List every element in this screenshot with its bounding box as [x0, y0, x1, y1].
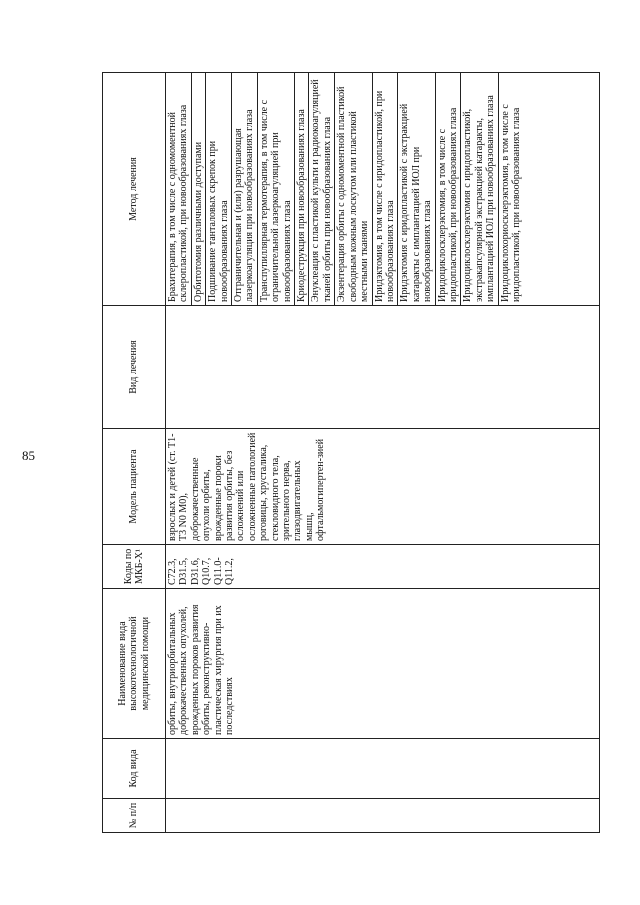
page-number: 85 [22, 448, 35, 463]
cell-icd [166, 545, 600, 589]
cell-num [166, 799, 600, 833]
method-item: Иридоциклосклерэктомия с иридопластикой, экстракапсулярной экстракцией катаракты, имплантацией ИОЛ при новообразованиях глаза [461, 73, 498, 305]
method-item: Криодеструкция при новообразованиях глаза [295, 73, 309, 305]
header-method: Метод лечения [103, 73, 166, 306]
method-item: Иридоциклохориосклерэктомия, в том числе с иридопластикой, при новообразованиях глаза [499, 104, 522, 302]
method-item: Экзентерация орбиты с одномоментной пластикой свободным кожным лоскутом или пластикой местными тканями [335, 73, 372, 305]
icd-code: Q10.7, [201, 557, 213, 585]
cell-model: взрослых и детей (ст. T1-T3 N0 M0), доброкачественные опухоли орбиты, врожденные пороки развития орбиты, без осложнений или осложненные патологией роговицы, хрусталика, стекловидного тела, зрительного нерва, глазодвигательных мышц, офтальмогипертен-зией [166, 429, 600, 545]
header-model: Модель пациента [103, 429, 166, 545]
vmp-table [102, 72, 600, 833]
cell-name: орбиты, внутриорбитальных доброкачественных опухолей, врожденных пороков развития орбиты, реконструктивно-пластическая хирургия при их последствиях [166, 589, 600, 739]
cell-treatment-type [166, 306, 600, 429]
icd-code: Q11.0- [212, 557, 224, 585]
method-item: Иридэктомия, в том числе с иридопластикой, при новообразованиях глаза [373, 73, 399, 305]
method-item: Иридоциклосклерэктомия, в том числе с иридопластикой, при новообразованиях глаза [436, 73, 462, 305]
table-row [166, 73, 600, 833]
header-num: № п/п [103, 799, 166, 833]
header-name: Наименование вида высокотехнологичной медицинской помощи [103, 589, 166, 739]
header-row [103, 73, 166, 833]
header-treatment-type: Вид лечения [103, 306, 166, 429]
method-item: Иридэктомия с иридопластикой с экстракцией катаракты с имплантацией ИОЛ при новообразованиях глаза [398, 73, 435, 305]
icd-code: Q11.2, [224, 558, 236, 585]
method-item: Энуклеация с пластикой культи и радиокоагуляцией тканей орбиты при новообразованиях глаза [309, 73, 335, 305]
method-item: Орбитотомия различными доступами [192, 73, 206, 305]
icd-code: D31.6, [189, 557, 201, 585]
method-item: Подшивание танталовых скрепок при новообразованиях глаза [206, 73, 232, 305]
method-item: Брахитерапия, в том числе с одномоментной склеропластикой, при новообразованиях глаза [166, 73, 192, 305]
cell-methods [166, 73, 600, 306]
header-icd: Коды по МКБ-X¹ [103, 545, 166, 589]
method-item: Отграничительная и (или) разрушающая лазеркоагуляция при новообразованиях глаза [232, 73, 258, 305]
rotated-table-container [102, 73, 600, 833]
icd-code: D31.5, [178, 557, 190, 585]
icd-code: C72.3, [167, 558, 178, 585]
cell-code [166, 739, 600, 799]
header-code: Код вида [103, 739, 166, 799]
method-item: Транспупиллярная термотерапия, в том числе с ограничительной лазеркоагуляцией при новообразованиях глаза [258, 73, 295, 305]
